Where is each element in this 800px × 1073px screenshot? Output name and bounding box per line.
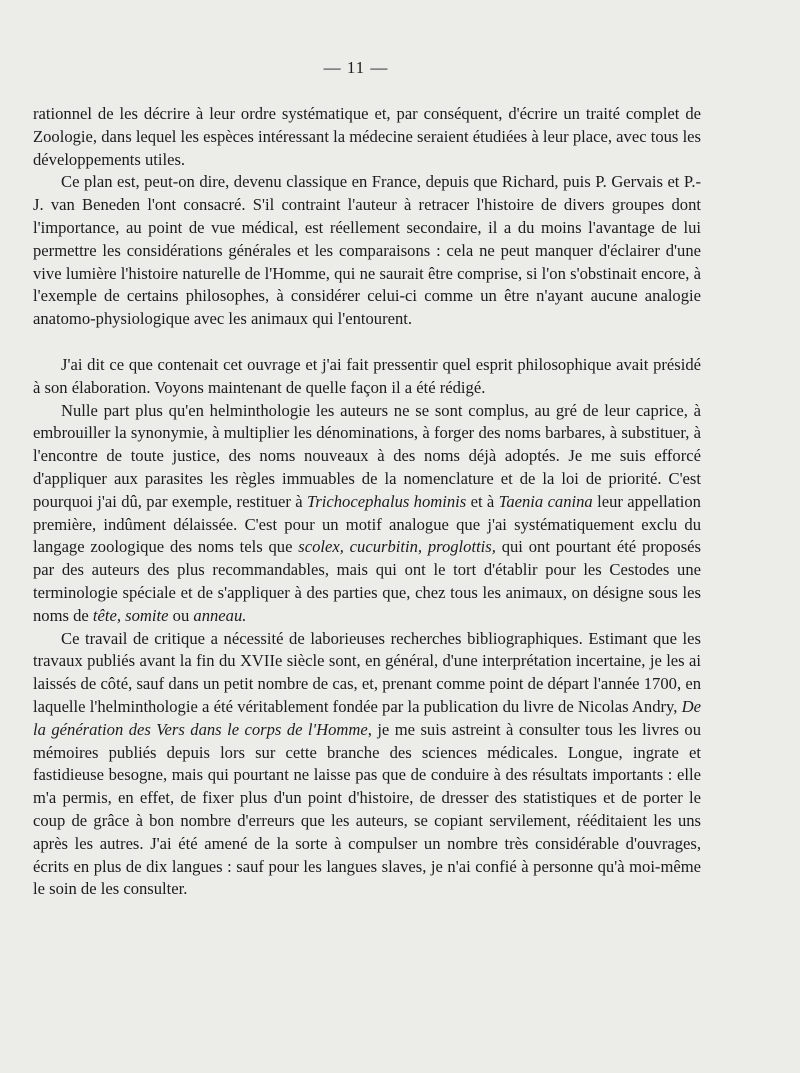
text-run: ou bbox=[168, 605, 194, 625]
italic-term: anneau. bbox=[193, 605, 247, 625]
italic-term: scolex, cucurbitin, proglottis, bbox=[298, 537, 496, 557]
page-number: — 11 — bbox=[323, 58, 389, 77]
book-title: De la génération des Vers dans le corps de l'Homme bbox=[33, 696, 701, 739]
text-run: Ce travail de critique a nécessité de laborieuses recherches bibliographiques. Estimant que les travaux publiés avant la fin du XVIIe siècle sont, en général, d'une interprétation incertaine, je les ai laissés de côté, sauf dans un petit nombre de cas, et, prenant comme point de départ l'année 1700, en laquelle l'helminthologie a été véritablement fondée par la publication du livre de Nicolas Andry, bbox=[33, 628, 701, 716]
text-run: qui ont pourtant été proposés par des auteurs des plus recommandables, mais qui ont le tort d'établir pour les Cestodes une terminologie spéciale et de s'appliquer à des parties que, chez tous les animaux, on désigne sous les noms de bbox=[33, 537, 701, 625]
italic-term: Taenia canina bbox=[498, 491, 593, 511]
text-run: , je me suis astreint à consulter tous les livres ou mémoires publiés depuis lors sur cette branche des sciences médicales. Longue, ingrate et fastidieuse besogne, mais qui pourtant ne laisse pas que de conduire à des résultats importants : elle m'a permis, en effet, de fixer plus d'un point d'histoire, de dresser des statistiques et de porter le coup de grâce à bon nombre d'erreurs que les auteurs, se copiant servilement, rééditaient les uns après les autres. J'ai été amené de la sorte à compulser un nombre très considérable d'ouvrages, écrits en plus de dix langues : sauf pour les langues slaves, je n'ai confié à personne qu'à moi-même le soin de les consulter. bbox=[33, 719, 701, 899]
body-text bbox=[33, 103, 701, 901]
text-run: leur appellation première, indûment délaissée. C'est pour un motif analogue que j'ai systématiquement exclu du langage zoologique des noms tels que bbox=[33, 491, 701, 557]
italic-term: tête, somite bbox=[92, 605, 169, 625]
paragraph-5 bbox=[33, 628, 701, 902]
paragraph-4 bbox=[33, 400, 701, 628]
paragraph-1: rationnel de les décrire à leur ordre systématique et, par conséquent, d'écrire un traité complet de Zoologie, dans lequel les espèces intéressant la médecine seraient étudiées à leur place, avec tous les développements utiles. bbox=[33, 104, 701, 169]
paragraph-2: Ce plan est, peut-on dire, devenu classique en France, depuis que Richard, puis P. Gervais et P.-J. van Beneden l'ont consacré. S'il contraint l'auteur à retracer l'histoire de divers groupes dont l'importance, au point de vue médical, est réellement secondaire, il a du moins l'avantage de lui permettre les considérations générales et les comparaisons : cela ne peut manquer d'éclairer d'une vive lumière l'histoire naturelle de l'Homme, qui ne saurait être comprise, si l'on s'obstinait encore, à l'exemple de certains philosophes, à considérer celui-ci comme un être n'ayant aucune analogie anatomo-physiologique avec les animaux qui l'entourent. bbox=[33, 172, 701, 329]
text-run: Nulle part plus qu'en helminthologie les auteurs ne se sont complus, au gré de leur caprice, à embrouiller la synonymie, à multiplier les dénominations, à forger des noms barbares, à substituer, à l'encontre de toute justice, des noms nouveaux à des noms déjà adoptés. Je me suis efforcé d'appliquer aux parasites les règles immuables de la nomenclature et de la loi de priorité. C'est pourquoi j'ai dû, par exemple, restituer à bbox=[33, 400, 701, 511]
paragraph-3: J'ai dit ce que contenait cet ouvrage et j'ai fait pressentir quel esprit philosophique avait présidé à son élaboration. Voyons maintenant de quelle façon il a été rédigé. bbox=[33, 354, 701, 397]
text-run: et à bbox=[466, 491, 499, 511]
italic-term: Trichocephalus hominis bbox=[307, 491, 467, 511]
